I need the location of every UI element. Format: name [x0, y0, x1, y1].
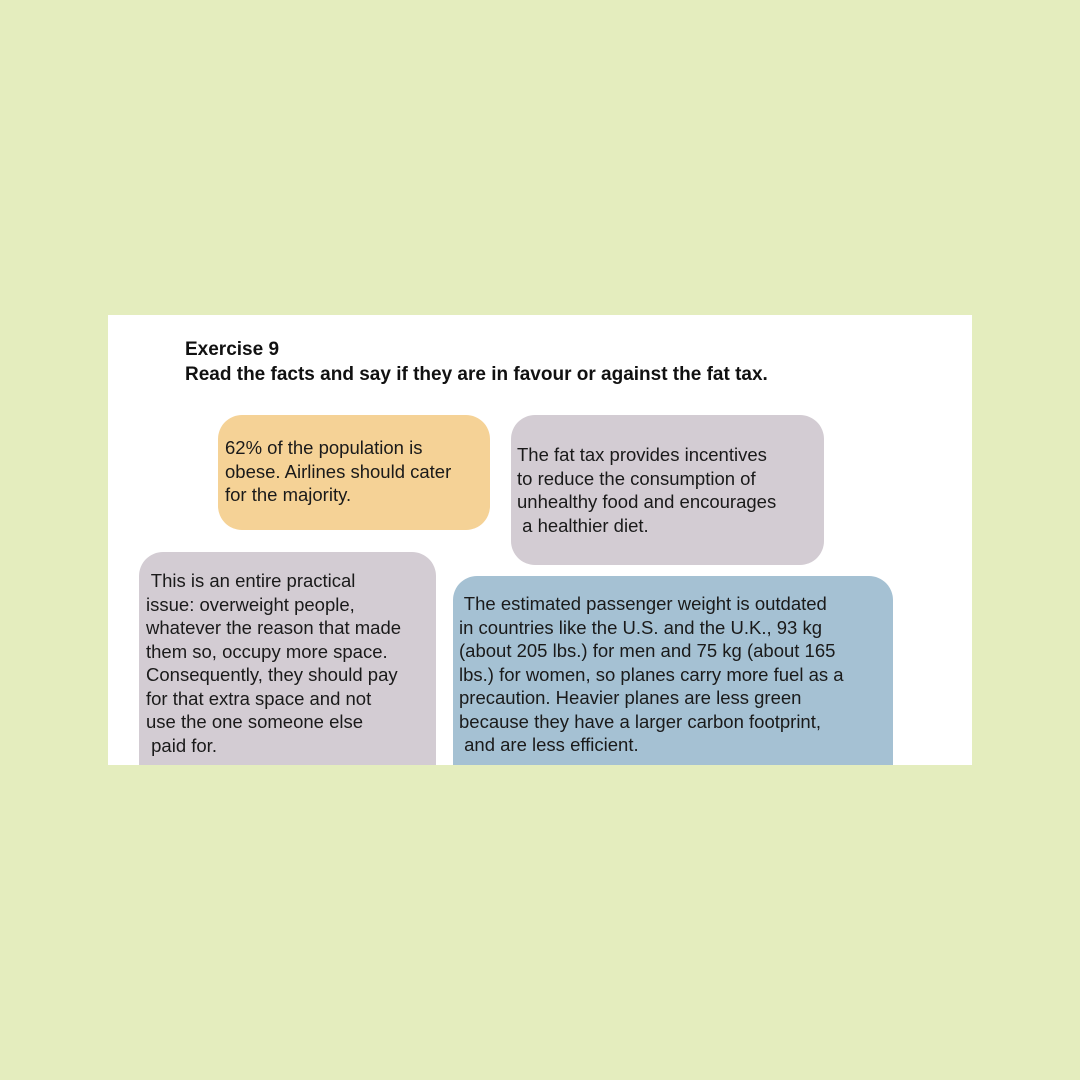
- fact-line: and are less efficient.: [459, 734, 639, 755]
- fact-bubble-passenger-weight: [453, 576, 893, 765]
- fact-line: (about 205 lbs.) for men and 75 kg (about 165: [459, 640, 836, 661]
- fact-line: in countries like the U.S. and the U.K., 93 kg: [459, 616, 822, 638]
- fact-line: for the majority.: [225, 484, 352, 505]
- fact-bubble-population: [218, 415, 490, 530]
- fact-line: because they have a larger carbon footprint,: [459, 710, 822, 732]
- fact-bubble-incentives: [511, 415, 824, 565]
- worksheet-card: [108, 315, 972, 765]
- fact-line: a healthier diet.: [517, 514, 649, 536]
- fact-line: Consequently, they should pay: [146, 664, 398, 685]
- fact-line: This is an entire practical: [146, 570, 356, 591]
- fact-bubble-practical-issue: [139, 552, 436, 765]
- exercise-instruction: Read the facts and say if they are in favour or against the fat tax.: [185, 364, 768, 385]
- exercise-title: Exercise 9: [185, 339, 280, 360]
- fact-line: 62% of the population is: [225, 437, 423, 458]
- fact-line: paid for.: [146, 734, 217, 756]
- fact-line: precaution. Heavier planes are less green: [459, 687, 802, 708]
- fact-line: use the one someone else: [146, 711, 364, 732]
- fact-line: unhealthy food and encourages: [517, 491, 777, 512]
- fact-line: The fat tax provides incentives: [517, 444, 767, 465]
- fact-line: The estimated passenger weight is outdated: [459, 593, 827, 614]
- fact-line: obese. Airlines should cater: [225, 460, 452, 482]
- fact-line: whatever the reason that made: [146, 617, 402, 638]
- fact-line: issue: overweight people,: [146, 593, 355, 615]
- fact-line: for that extra space and not: [146, 687, 372, 709]
- exercise-heading: [185, 337, 768, 387]
- fact-line: them so, occupy more space.: [146, 640, 388, 662]
- fact-line: to reduce the consumption of: [517, 467, 756, 489]
- fact-line: lbs.) for women, so planes carry more fuel as a: [459, 663, 844, 685]
